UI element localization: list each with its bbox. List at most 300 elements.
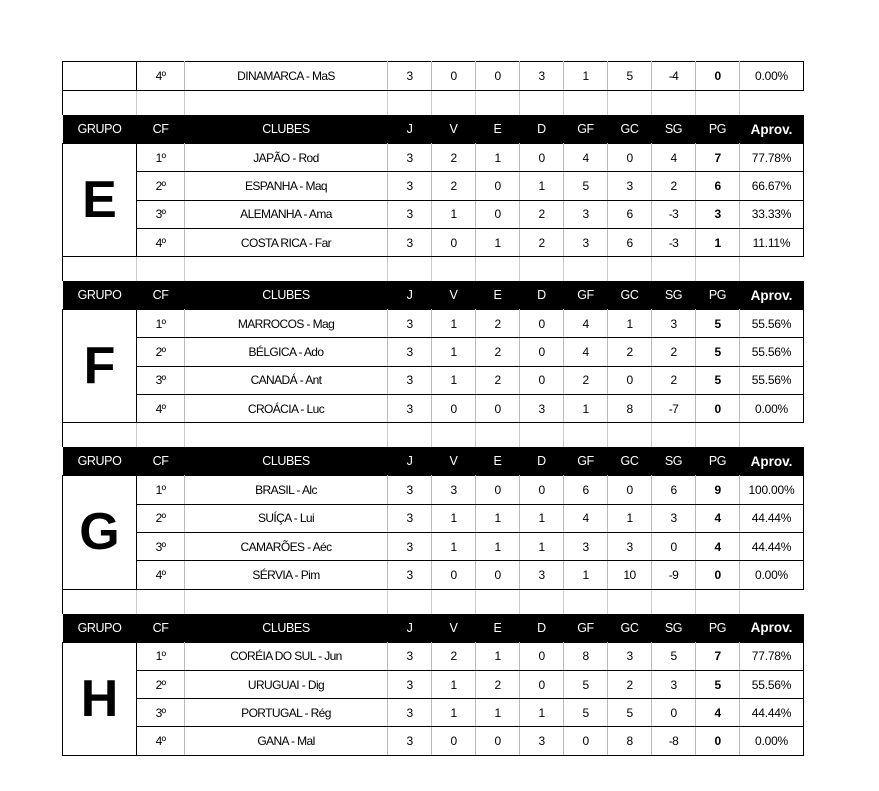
table-row — [63, 395, 804, 423]
wins-cell: 0 — [432, 395, 476, 423]
wins-cell: 0 — [432, 561, 476, 589]
points-cell: 7 — [696, 144, 740, 172]
j-header: J — [388, 447, 432, 476]
empty-cell — [608, 589, 652, 614]
spacer-row — [63, 91, 804, 116]
club-cell: DINAMARCA - MaS — [185, 62, 388, 91]
empty-cell — [63, 257, 137, 282]
empty-cell — [63, 589, 137, 614]
aproveitamento-cell: 55.56% — [740, 366, 804, 394]
goals-against-cell: 10 — [608, 561, 652, 589]
empty-cell — [652, 91, 696, 116]
losses-cell: 0 — [520, 338, 564, 366]
empty-cell — [520, 91, 564, 116]
aproveitamento-cell: 55.56% — [740, 338, 804, 366]
games-cell: 3 — [388, 62, 432, 91]
club-cell: GANA - Mal — [185, 727, 388, 755]
e-header: E — [476, 447, 520, 476]
losses-cell: 0 — [520, 476, 564, 504]
table-row — [63, 172, 804, 200]
empty-cell — [388, 589, 432, 614]
empty-cell — [740, 589, 804, 614]
goals-for-cell: 4 — [564, 310, 608, 338]
goals-for-cell: 5 — [564, 699, 608, 727]
empty-cell — [388, 423, 432, 448]
goals-against-cell: 8 — [608, 727, 652, 755]
empty-cell — [652, 589, 696, 614]
club-cell: SUÍÇA - Lui — [185, 504, 388, 532]
draws-cell: 0 — [476, 727, 520, 755]
games-cell: 3 — [388, 310, 432, 338]
club-cell: JAPÃO - Rod — [185, 144, 388, 172]
empty-cell — [564, 257, 608, 282]
goal-diff-cell: -4 — [652, 62, 696, 91]
gf-header: GF — [564, 115, 608, 144]
goal-diff-cell: -7 — [652, 395, 696, 423]
position-cell: 1º — [137, 144, 185, 172]
empty-cell — [652, 257, 696, 282]
table-row — [63, 310, 804, 338]
table-row — [63, 338, 804, 366]
e-header: E — [476, 115, 520, 144]
position-cell: 2º — [137, 504, 185, 532]
points-cell: 4 — [696, 699, 740, 727]
aproveitamento-cell: 55.56% — [740, 310, 804, 338]
goals-against-cell: 5 — [608, 62, 652, 91]
gf-header: GF — [564, 614, 608, 643]
points-cell: 5 — [696, 310, 740, 338]
cf-header: CF — [137, 614, 185, 643]
d-header: D — [520, 447, 564, 476]
position-cell: 1º — [137, 642, 185, 670]
v-header: V — [432, 281, 476, 310]
group-header: GRUPO — [63, 614, 137, 643]
cf-header: CF — [137, 115, 185, 144]
losses-cell: 3 — [520, 727, 564, 755]
aproveitamento-cell: 0.00% — [740, 395, 804, 423]
wins-cell: 1 — [432, 699, 476, 727]
goals-for-cell: 1 — [564, 395, 608, 423]
position-cell: 3º — [137, 366, 185, 394]
points-cell: 0 — [696, 62, 740, 91]
empty-cell — [476, 589, 520, 614]
group-letter: E — [63, 144, 137, 257]
table-row — [63, 504, 804, 532]
goal-diff-cell: -3 — [652, 228, 696, 256]
header-row — [63, 281, 804, 310]
points-cell: 5 — [696, 366, 740, 394]
games-cell: 3 — [388, 561, 432, 589]
points-cell: 4 — [696, 504, 740, 532]
header-row — [63, 447, 804, 476]
losses-cell: 1 — [520, 532, 564, 560]
position-cell: 1º — [137, 310, 185, 338]
goals-for-cell: 8 — [564, 642, 608, 670]
aproveitamento-cell: 11.11% — [740, 228, 804, 256]
games-cell: 3 — [388, 699, 432, 727]
wins-cell: 1 — [432, 504, 476, 532]
gc-header: GC — [608, 447, 652, 476]
games-cell: 3 — [388, 200, 432, 228]
empty-cell — [608, 257, 652, 282]
position-cell: 4º — [137, 395, 185, 423]
table-row — [63, 670, 804, 698]
wins-cell: 2 — [432, 642, 476, 670]
losses-cell: 1 — [520, 699, 564, 727]
losses-cell: 3 — [520, 561, 564, 589]
empty-cell — [432, 423, 476, 448]
j-header: J — [388, 115, 432, 144]
losses-cell: 0 — [520, 144, 564, 172]
sg-header: SG — [652, 115, 696, 144]
draws-cell: 1 — [476, 642, 520, 670]
group-header: GRUPO — [63, 281, 137, 310]
draws-cell: 1 — [476, 504, 520, 532]
table-row — [63, 532, 804, 560]
club-cell: MARROCOS - Mag — [185, 310, 388, 338]
points-cell: 5 — [696, 338, 740, 366]
points-cell: 9 — [696, 476, 740, 504]
wins-cell: 2 — [432, 144, 476, 172]
gc-header: GC — [608, 115, 652, 144]
wins-cell: 0 — [432, 62, 476, 91]
club-cell: CANADÁ - Ant — [185, 366, 388, 394]
draws-cell: 2 — [476, 670, 520, 698]
losses-cell: 0 — [520, 366, 564, 394]
empty-cell — [476, 91, 520, 116]
aproveitamento-cell: 0.00% — [740, 62, 804, 91]
table-row — [63, 62, 804, 91]
aproveitamento-cell: 44.44% — [740, 699, 804, 727]
draws-cell: 0 — [476, 172, 520, 200]
goals-for-cell: 2 — [564, 366, 608, 394]
goals-for-cell: 0 — [564, 727, 608, 755]
draws-cell: 0 — [476, 62, 520, 91]
e-header: E — [476, 614, 520, 643]
empty-cell — [608, 423, 652, 448]
spacer-row — [63, 423, 804, 448]
games-cell: 3 — [388, 670, 432, 698]
draws-cell: 0 — [476, 200, 520, 228]
empty-cell — [740, 257, 804, 282]
empty-cell — [63, 91, 137, 116]
losses-cell: 1 — [520, 172, 564, 200]
gc-header: GC — [608, 281, 652, 310]
games-cell: 3 — [388, 366, 432, 394]
table-row — [63, 642, 804, 670]
standings-table — [62, 61, 804, 756]
position-cell: 4º — [137, 727, 185, 755]
empty-cell — [476, 257, 520, 282]
losses-cell: 2 — [520, 228, 564, 256]
wins-cell: 0 — [432, 228, 476, 256]
group-header: GRUPO — [63, 447, 137, 476]
goal-diff-cell: 2 — [652, 172, 696, 200]
club-cell: PORTUGAL - Rég — [185, 699, 388, 727]
goals-for-cell: 5 — [564, 172, 608, 200]
points-cell: 7 — [696, 642, 740, 670]
points-cell: 6 — [696, 172, 740, 200]
wins-cell: 1 — [432, 200, 476, 228]
spacer-row — [63, 257, 804, 282]
losses-cell: 1 — [520, 504, 564, 532]
wins-cell: 1 — [432, 532, 476, 560]
empty-cell — [520, 589, 564, 614]
clubes-header: CLUBES — [185, 115, 388, 144]
draws-cell: 1 — [476, 228, 520, 256]
games-cell: 3 — [388, 144, 432, 172]
empty-cell — [185, 91, 388, 116]
sg-header: SG — [652, 447, 696, 476]
goal-diff-cell: -9 — [652, 561, 696, 589]
aproveitamento-cell: 0.00% — [740, 727, 804, 755]
aproveitamento-cell: 55.56% — [740, 670, 804, 698]
club-cell: ESPANHA - Maq — [185, 172, 388, 200]
draws-cell: 0 — [476, 561, 520, 589]
draws-cell: 1 — [476, 532, 520, 560]
table-row — [63, 228, 804, 256]
goals-against-cell: 1 — [608, 504, 652, 532]
e-header: E — [476, 281, 520, 310]
gf-header: GF — [564, 447, 608, 476]
games-cell: 3 — [388, 532, 432, 560]
goal-diff-cell: 3 — [652, 670, 696, 698]
clubes-header: CLUBES — [185, 447, 388, 476]
gf-header: GF — [564, 281, 608, 310]
j-header: J — [388, 614, 432, 643]
j-header: J — [388, 281, 432, 310]
cf-header: CF — [137, 447, 185, 476]
goals-against-cell: 3 — [608, 172, 652, 200]
goals-against-cell: 0 — [608, 366, 652, 394]
d-header: D — [520, 281, 564, 310]
goals-against-cell: 3 — [608, 532, 652, 560]
position-cell: 2º — [137, 172, 185, 200]
games-cell: 3 — [388, 476, 432, 504]
goals-against-cell: 8 — [608, 395, 652, 423]
wins-cell: 1 — [432, 670, 476, 698]
empty-cell — [432, 257, 476, 282]
points-cell: 0 — [696, 727, 740, 755]
goals-against-cell: 2 — [608, 670, 652, 698]
position-cell: 1º — [137, 476, 185, 504]
club-cell: BÉLGICA - Ado — [185, 338, 388, 366]
aproveitamento-cell: 0.00% — [740, 561, 804, 589]
aproveitamento-cell: 100.00% — [740, 476, 804, 504]
games-cell: 3 — [388, 642, 432, 670]
goals-for-cell: 3 — [564, 532, 608, 560]
points-cell: 1 — [696, 228, 740, 256]
losses-cell: 2 — [520, 200, 564, 228]
goal-diff-cell: 4 — [652, 144, 696, 172]
empty-cell — [696, 589, 740, 614]
table-row — [63, 561, 804, 589]
pg-header: PG — [696, 447, 740, 476]
pg-header: PG — [696, 115, 740, 144]
games-cell: 3 — [388, 395, 432, 423]
table-row — [63, 200, 804, 228]
points-cell: 0 — [696, 395, 740, 423]
points-cell: 5 — [696, 670, 740, 698]
wins-cell: 2 — [432, 172, 476, 200]
empty-cell — [476, 423, 520, 448]
d-header: D — [520, 115, 564, 144]
aprov-header: Aprov. — [740, 115, 804, 144]
games-cell: 3 — [388, 228, 432, 256]
spacer-row — [63, 589, 804, 614]
empty-cell — [652, 423, 696, 448]
goal-diff-cell: 3 — [652, 310, 696, 338]
clubes-header: CLUBES — [185, 281, 388, 310]
aprov-header: Aprov. — [740, 281, 804, 310]
sg-header: SG — [652, 281, 696, 310]
club-cell: CROÁCIA - Luc — [185, 395, 388, 423]
v-header: V — [432, 447, 476, 476]
empty-cell — [520, 257, 564, 282]
position-cell: 3º — [137, 200, 185, 228]
sg-header: SG — [652, 614, 696, 643]
draws-cell: 0 — [476, 395, 520, 423]
goal-diff-cell: 0 — [652, 532, 696, 560]
v-header: V — [432, 115, 476, 144]
table-row — [63, 727, 804, 755]
empty-cell — [185, 423, 388, 448]
club-cell: ALEMANHA - Ama — [185, 200, 388, 228]
club-cell: BRASIL - Alc — [185, 476, 388, 504]
wins-cell: 1 — [432, 366, 476, 394]
goal-diff-cell: -3 — [652, 200, 696, 228]
gc-header: GC — [608, 614, 652, 643]
position-cell: 4º — [137, 561, 185, 589]
goal-diff-cell: 5 — [652, 642, 696, 670]
group-letter: H — [63, 642, 137, 755]
points-cell: 3 — [696, 200, 740, 228]
empty-cell — [696, 91, 740, 116]
aprov-header: Aprov. — [740, 614, 804, 643]
losses-cell: 0 — [520, 670, 564, 698]
goals-for-cell: 4 — [564, 504, 608, 532]
games-cell: 3 — [388, 504, 432, 532]
group-letter: G — [63, 476, 137, 589]
empty-cell — [520, 423, 564, 448]
goals-against-cell: 6 — [608, 200, 652, 228]
empty-cell — [137, 423, 185, 448]
table-row — [63, 366, 804, 394]
club-cell: URUGUAI - Dig — [185, 670, 388, 698]
clubes-header: CLUBES — [185, 614, 388, 643]
empty-cell — [564, 589, 608, 614]
table-row — [63, 699, 804, 727]
wins-cell: 0 — [432, 727, 476, 755]
goals-against-cell: 2 — [608, 338, 652, 366]
club-cell: COSTA RICA - Far — [185, 228, 388, 256]
standings-sheet — [62, 61, 804, 756]
position-cell: 2º — [137, 338, 185, 366]
empty-cell — [388, 91, 432, 116]
empty-cell — [696, 257, 740, 282]
position-cell: 4º — [137, 62, 185, 91]
club-cell: SÉRVIA - Pim — [185, 561, 388, 589]
v-header: V — [432, 614, 476, 643]
wins-cell: 1 — [432, 310, 476, 338]
games-cell: 3 — [388, 338, 432, 366]
losses-cell: 0 — [520, 310, 564, 338]
aproveitamento-cell: 77.78% — [740, 642, 804, 670]
empty-cell — [432, 589, 476, 614]
goal-diff-cell: 6 — [652, 476, 696, 504]
aproveitamento-cell: 33.33% — [740, 200, 804, 228]
goals-against-cell: 6 — [608, 228, 652, 256]
goals-for-cell: 4 — [564, 144, 608, 172]
aprov-header: Aprov. — [740, 447, 804, 476]
pg-header: PG — [696, 614, 740, 643]
club-cell: CAMARÕES - Aéc — [185, 532, 388, 560]
aproveitamento-cell: 77.78% — [740, 144, 804, 172]
cf-header: CF — [137, 281, 185, 310]
group-cell — [63, 62, 137, 91]
position-cell: 3º — [137, 699, 185, 727]
goal-diff-cell: -8 — [652, 727, 696, 755]
goals-for-cell: 1 — [564, 62, 608, 91]
draws-cell: 1 — [476, 699, 520, 727]
losses-cell: 0 — [520, 642, 564, 670]
table-row — [63, 144, 804, 172]
empty-cell — [564, 423, 608, 448]
empty-cell — [740, 91, 804, 116]
wins-cell: 1 — [432, 338, 476, 366]
header-row — [63, 115, 804, 144]
goals-for-cell: 1 — [564, 561, 608, 589]
empty-cell — [564, 91, 608, 116]
empty-cell — [740, 423, 804, 448]
empty-cell — [137, 91, 185, 116]
position-cell: 4º — [137, 228, 185, 256]
goals-against-cell: 1 — [608, 310, 652, 338]
aproveitamento-cell: 66.67% — [740, 172, 804, 200]
empty-cell — [608, 91, 652, 116]
goals-for-cell: 3 — [564, 228, 608, 256]
games-cell: 3 — [388, 727, 432, 755]
games-cell: 3 — [388, 172, 432, 200]
position-cell: 3º — [137, 532, 185, 560]
draws-cell: 2 — [476, 310, 520, 338]
draws-cell: 2 — [476, 338, 520, 366]
group-header: GRUPO — [63, 115, 137, 144]
goals-for-cell: 6 — [564, 476, 608, 504]
standings-body — [63, 62, 804, 756]
position-cell: 2º — [137, 670, 185, 698]
goals-against-cell: 3 — [608, 642, 652, 670]
empty-cell — [432, 91, 476, 116]
header-row — [63, 614, 804, 643]
points-cell: 0 — [696, 561, 740, 589]
empty-cell — [185, 257, 388, 282]
goals-against-cell: 0 — [608, 144, 652, 172]
aproveitamento-cell: 44.44% — [740, 532, 804, 560]
empty-cell — [696, 423, 740, 448]
empty-cell — [137, 257, 185, 282]
goal-diff-cell: 2 — [652, 366, 696, 394]
group-letter: F — [63, 310, 137, 423]
goal-diff-cell: 3 — [652, 504, 696, 532]
goals-for-cell: 5 — [564, 670, 608, 698]
goals-for-cell: 3 — [564, 200, 608, 228]
goal-diff-cell: 2 — [652, 338, 696, 366]
draws-cell: 0 — [476, 476, 520, 504]
pg-header: PG — [696, 281, 740, 310]
goals-against-cell: 5 — [608, 699, 652, 727]
table-row — [63, 476, 804, 504]
